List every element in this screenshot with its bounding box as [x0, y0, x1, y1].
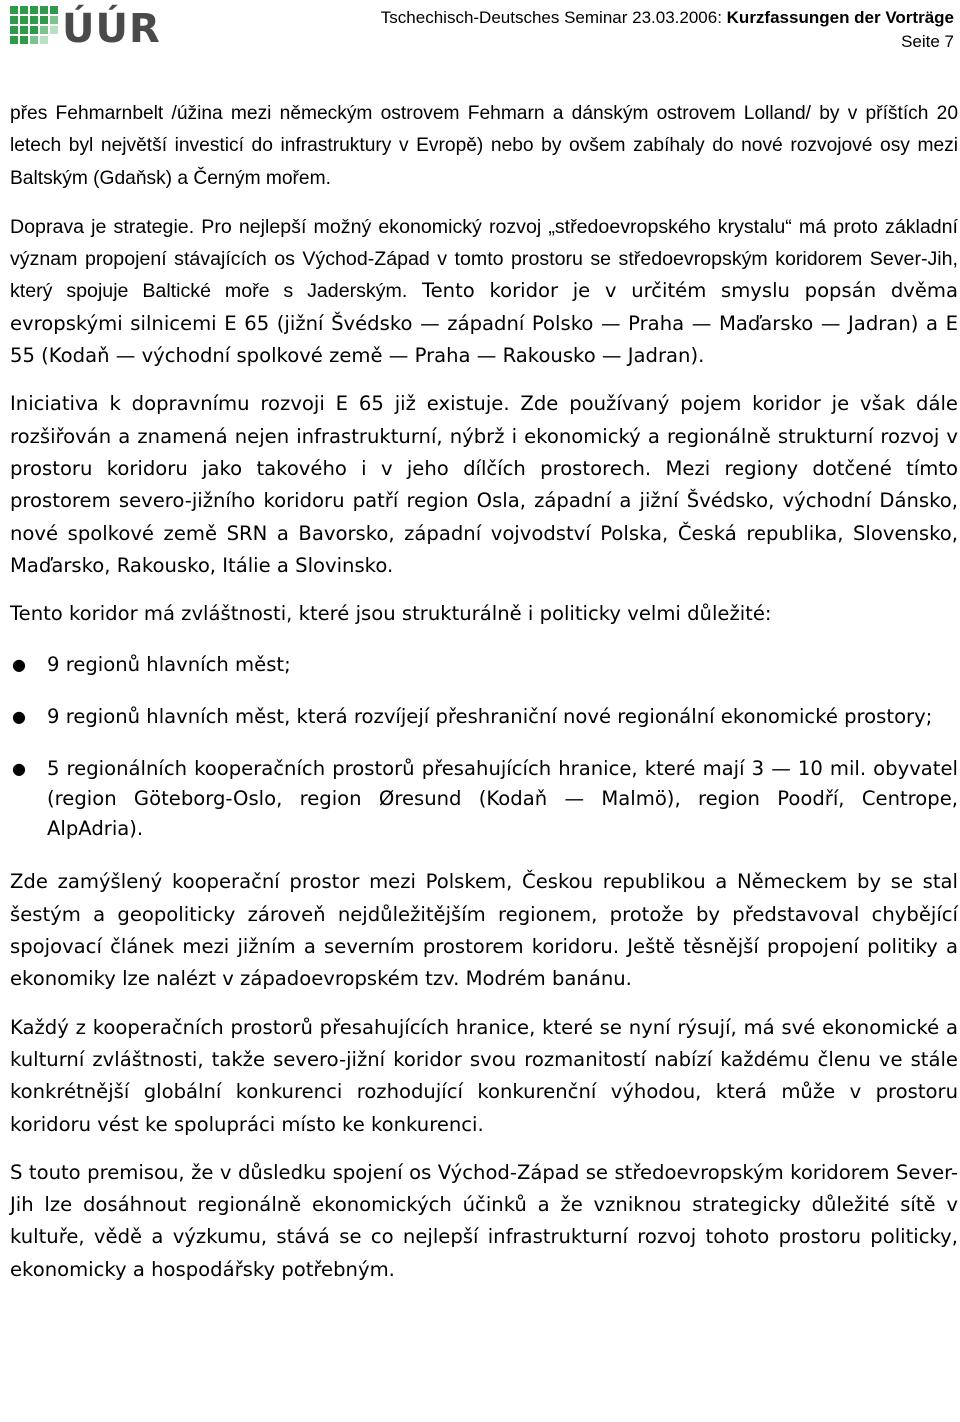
document-title — [381, 8, 954, 28]
bullet-icon: ● — [12, 655, 26, 675]
bullet-icon: ● — [12, 707, 26, 727]
logo-dots-icon — [10, 6, 60, 52]
paragraph-2-lead: Doprava je strategie. — [10, 215, 195, 238]
bullet-icon: ● — [12, 759, 26, 779]
paragraph-2 — [10, 211, 958, 372]
seminar-title: Tschechisch-Deutsches Seminar 23.03.2006: — [380, 8, 727, 27]
logo-text: ÚÚR — [62, 6, 161, 52]
paragraph-7: S touto premisou, že v důsledku spojení os Východ-Západ se středoevropským koridorem Sever-Jih lze dosáhnout regionálně ekonomických účinků a že vzniknou strategicky důležité sítě v kultuře, vědě a výzkumu, stává se co nejlepší infrastrukturní rozvoj tohoto prostoru politicky, ekonomicky a hospodářsky potřebným. — [10, 1160, 958, 1281]
paragraph-2-main: Pro nejlepší možný ekonomický rozvoj „středoevropského krystalu“ má proto základní význam propojení stávajících os Východ-Západ v tomto prostoru se středoevropským koridorem Sever-Jih, který spojuje Baltické moře s Jaderským. — [10, 215, 958, 303]
document-body — [10, 98, 958, 1302]
paragraph-3 — [10, 388, 958, 582]
page-number: Seite 7 — [901, 32, 954, 51]
paragraph-3-tail: Mezi regiony dotčené tímto prostorem severo-jižního koridoru patří region Osla, západní a jižní Švédsko, východní Dánsko, nové spolkové země SRN a Bavorsko, západní vojvodství Polska, Česká republika, Slovensko, Maďarsko, Rakousko, Itálie a Slovinsko. — [10, 456, 958, 577]
paragraph-6: Každý z kooperačních prostorů přesahujících hranice, které se nyní rýsují, má své ekonomické a kulturní zvláštnosti, takže severo-jižní koridor svou rozmanitostí nabízí každému členu ve stále konkrétnější globální konkurenci rozhodující konkurenční výhodou, která může v prostoru koridoru vést ke spolupráci místo ke konkurenci. — [10, 1015, 958, 1136]
paragraph-3-lead: Iniciativa k dopravnímu rozvoji E 65 již existuje. — [10, 392, 510, 416]
paragraph-4: Tento koridor má zvláštnosti, které jsou strukturálně i politicky velmi důležité: — [10, 602, 772, 626]
paragraph-3-main: Zde používaný pojem koridor je však dále rozšiřován a znamená nejen infrastrukturní, nýbrž i ekonomický a regionálně strukturní rozvoj v prostoru koridoru jako takového i v jeho dílčích prostorech. — [10, 392, 958, 480]
list-item: ● 5 regionálních kooperačních prostorů přesahujících hranice, které mají 3 — 10 mil. obyvatel (region Göteborg-Oslo, region Øresund (Kodaň — Malmö), region Poodří, Centrope, AlpAdria). — [10, 754, 958, 844]
list-item: ● 9 regionů hlavních měst, která rozvíjejí přeshraniční nové regionální ekonomické prostory; — [10, 702, 958, 732]
paragraph-1: přes Fehmarnbelt /úžina mezi německým ostrovem Fehmarn a dánským ostrovem Lolland/ by v příštích 20 letech byl největší investicí do infrastruktury v Evropě) nebo by ovšem zabíhaly do nové rozvojové osy mezi Baltským (Gdaňsk) a Černým mořem. — [10, 103, 958, 189]
section-title: Kurzfassungen der Vorträge — [726, 8, 954, 27]
paragraph-2-tail: Tento koridor je v určitém smyslu popsán dvěma evropskými silnicemi E 65 (jižní Švédsko — západní Polsko — Praha — Maďarsko — Jadran) a E 55 (Kodaň — východní spolkové země — Praha — Rakousko — Jadran). — [10, 279, 958, 368]
paragraph-5: Zde zamýšlený kooperační prostor mezi Polskem, Českou republikou a Německem by se stal šestým a geopoliticky zároveň nejdůležitějším regionem, protože by představoval chybějící spojovací článek mezi jižním a severním prostorem koridoru. Ještě těsnější propojení politiky a ekonomiky lze nalézt v západoevropském tzv. Modrém banánu. — [10, 870, 958, 991]
page-header — [0, 0, 960, 80]
list-item: ● 9 regionů hlavních měst; — [10, 650, 958, 680]
bullet-list — [10, 650, 958, 844]
